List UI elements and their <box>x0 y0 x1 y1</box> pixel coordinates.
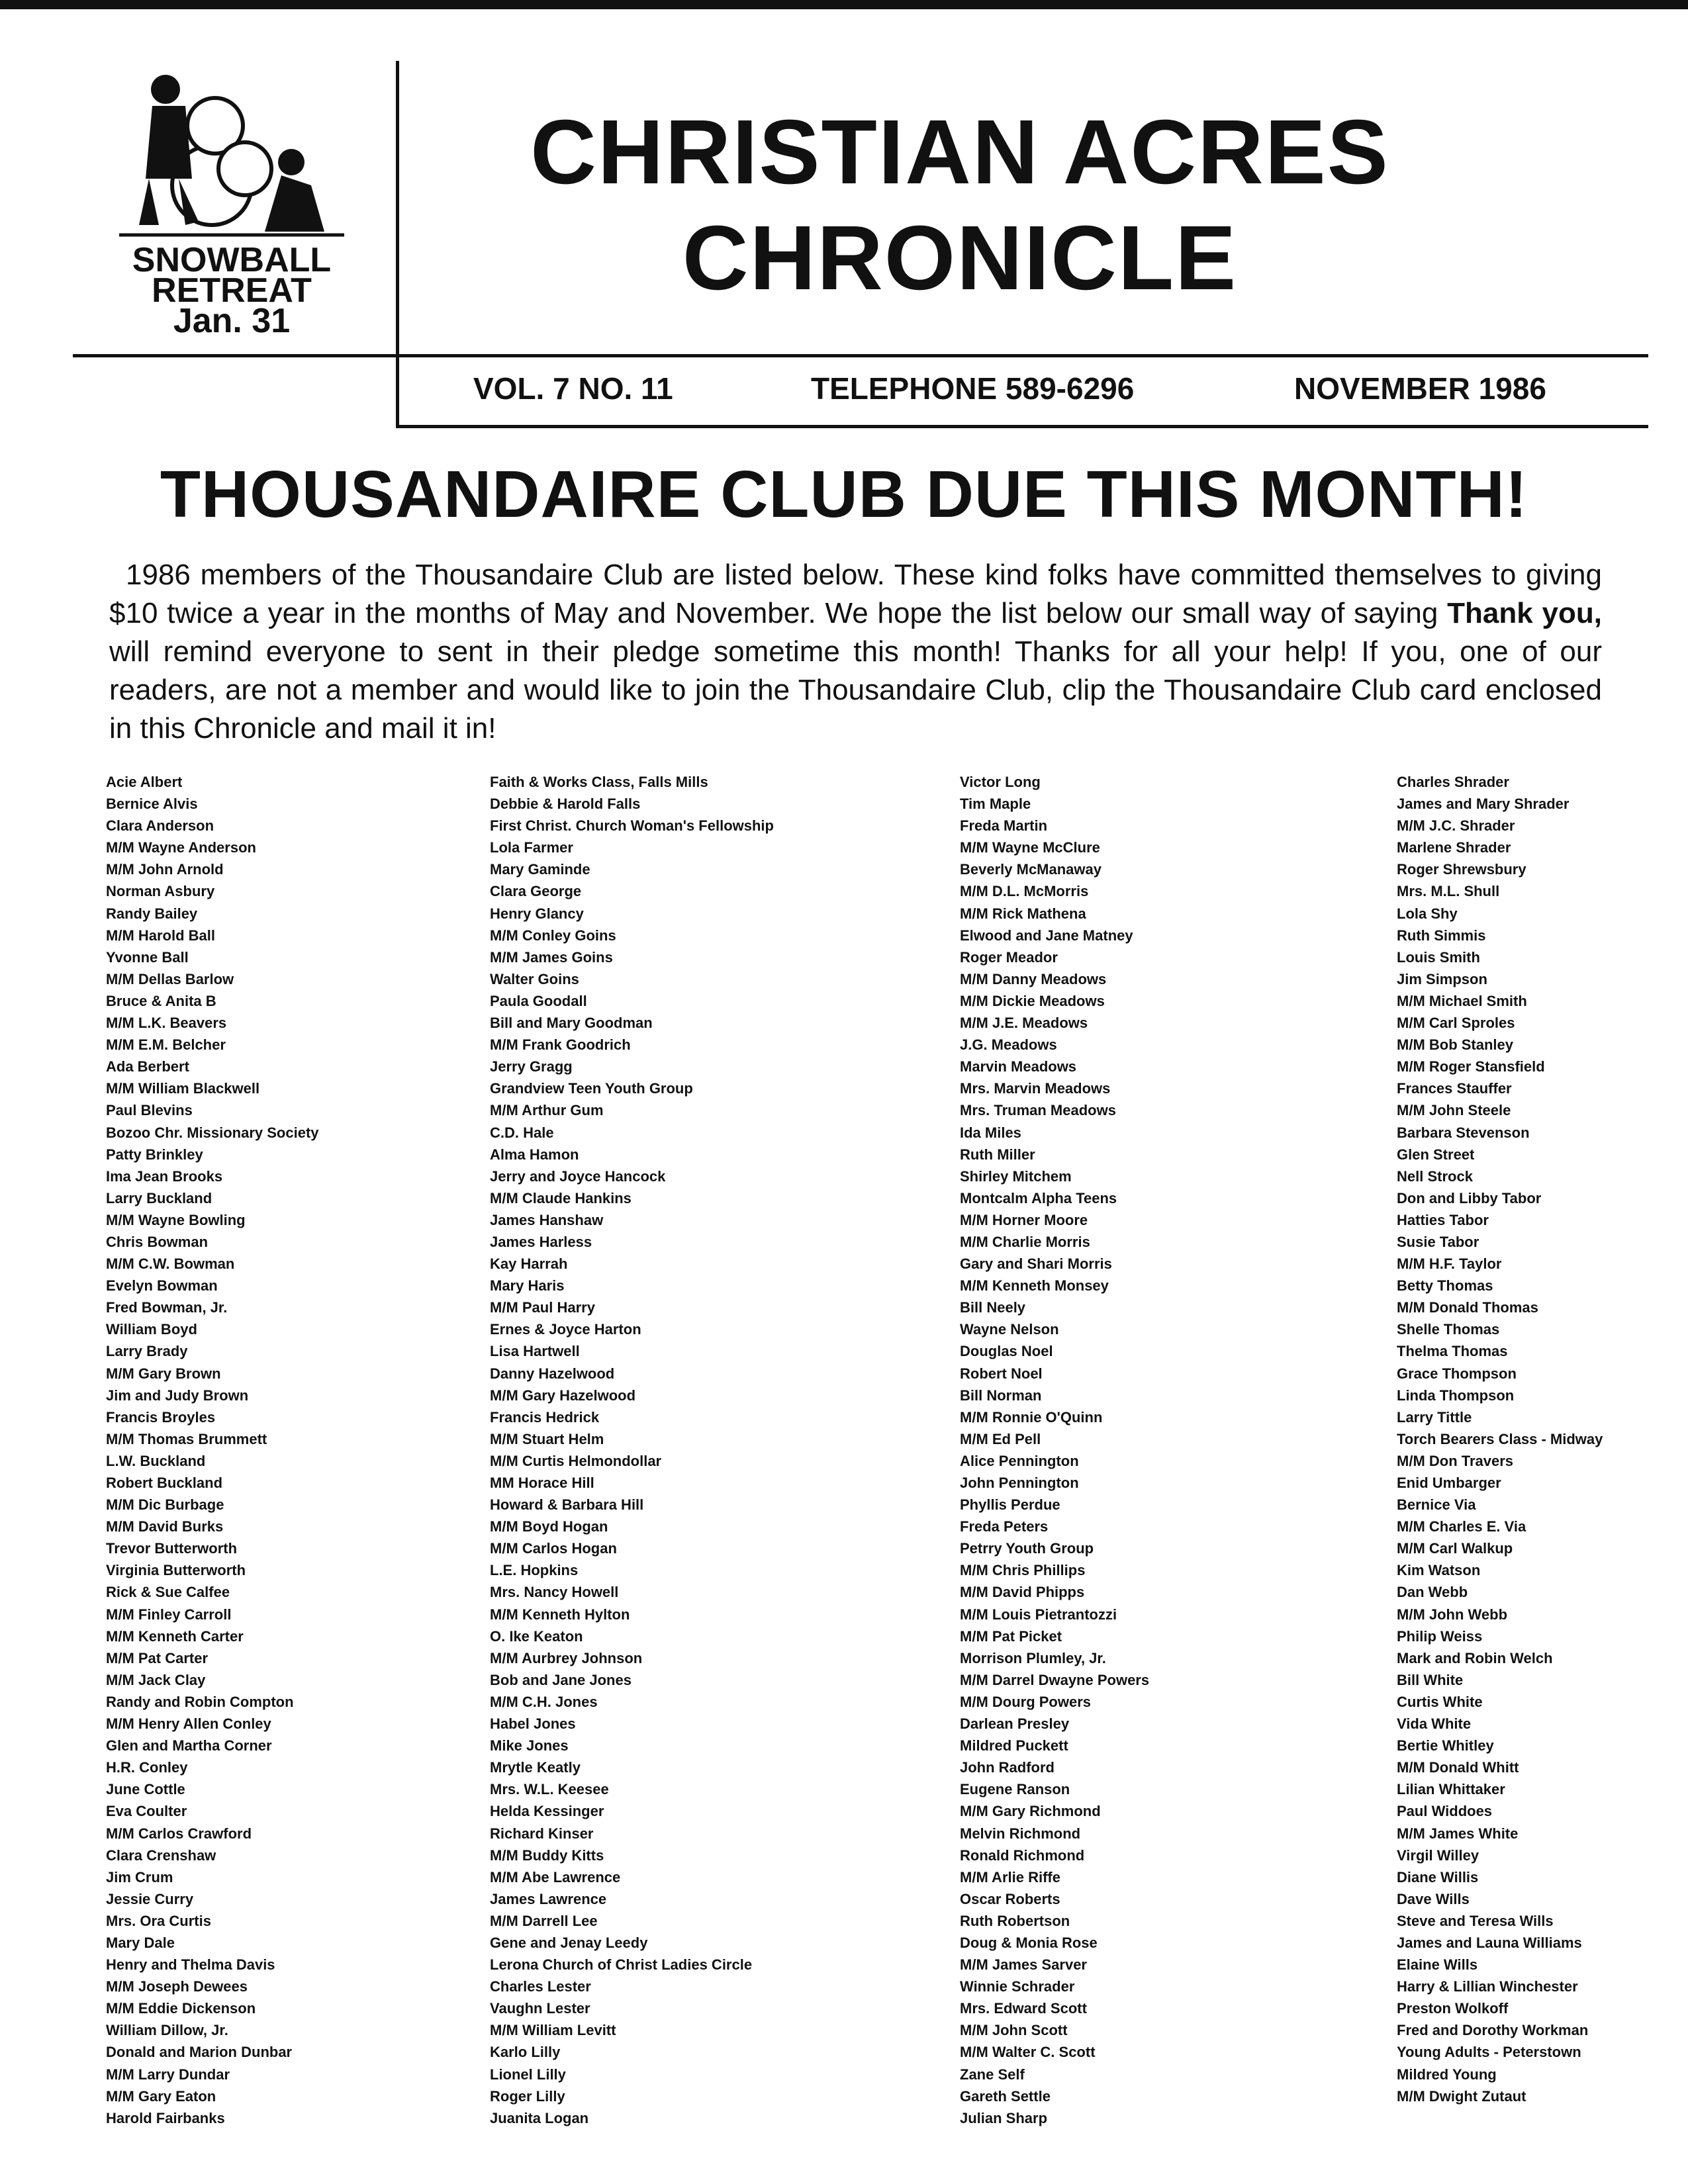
member-name: O. Ike Keaton <box>490 1627 583 1645</box>
top-border <box>0 0 1688 9</box>
member-name: Mildred Puckett <box>960 1737 1068 1754</box>
member-name: Bill Neely <box>960 1299 1026 1316</box>
member-name: Winnie Schrader <box>960 1978 1075 1995</box>
snowman-children-icon <box>113 53 351 245</box>
member-name: M/M Wayne Anderson <box>106 839 256 856</box>
member-name: M/M Gary Hazelwood <box>490 1387 636 1404</box>
member-name: M/M Dic Burbage <box>106 1496 224 1514</box>
member-name: M/M John Scott <box>960 2022 1068 2039</box>
member-name: Lerona Church of Christ Ladies Circle <box>490 1956 753 1974</box>
member-name: M/M Horner Moore <box>960 1211 1088 1228</box>
member-name: Jim and Judy Brown <box>106 1387 249 1404</box>
member-name: Karlo Lilly <box>490 2044 561 2061</box>
member-name: Enid Umbarger <box>1397 1475 1501 1491</box>
member-name: Yvonne Ball <box>106 948 189 966</box>
member-name: M/M Pat Picket <box>960 1627 1062 1645</box>
member-name: M/M Dickie Meadows <box>960 992 1105 1009</box>
member-name: Dan Webb <box>1397 1584 1468 1601</box>
member-name: M/M Abe Lawrence <box>490 1868 621 1886</box>
member-name: Curtis White <box>1397 1693 1483 1710</box>
member-name: Larry Buckland <box>106 1189 212 1206</box>
member-name: M/M Carlos Crawford <box>106 1825 252 1842</box>
member-name: M/M Claude Hankins <box>490 1189 632 1206</box>
member-name: Freda Peters <box>960 1518 1049 1535</box>
member-name: Habel Jones <box>490 1715 576 1733</box>
member-name: Jim Crum <box>106 1868 173 1886</box>
member-name: Paula Goodall <box>490 992 587 1009</box>
member-name: Glen and Martha Corner <box>106 1737 272 1754</box>
member-name: Richard Kinser <box>490 1825 594 1842</box>
member-name: Thelma Thomas <box>1397 1343 1508 1360</box>
member-name: Marvin Meadows <box>960 1058 1077 1075</box>
member-name: M/M James White <box>1397 1825 1519 1842</box>
member-name: Henry Glancy <box>490 905 584 922</box>
member-name: Clara Anderson <box>106 817 214 835</box>
member-name: L.E. Hopkins <box>490 1562 579 1579</box>
member-name: James Harless <box>490 1233 592 1250</box>
member-name: First Christ. Church Woman's Fellowship <box>490 817 774 835</box>
member-name: Francis Broyles <box>106 1408 216 1426</box>
member-name: Wayne Nelson <box>960 1321 1059 1338</box>
member-name: M/M C.W. Bowman <box>106 1255 235 1273</box>
member-name: Zane Self <box>960 2066 1025 2083</box>
member-name: Mrs. M.L. Shull <box>1397 883 1500 900</box>
member-name: M/M Bob Stanley <box>1397 1036 1514 1054</box>
member-name: Bill White <box>1397 1671 1464 1688</box>
member-name: M/M Wayne McClure <box>960 839 1100 856</box>
member-name: Mrs. Truman Meadows <box>960 1102 1116 1119</box>
member-name: Bill and Mary Goodman <box>490 1015 653 1032</box>
member-name: Lilian Whittaker <box>1397 1781 1505 1798</box>
member-name: Hatties Tabor <box>1397 1211 1489 1228</box>
member-name: Fred and Dorothy Workman <box>1397 2022 1589 2039</box>
member-name: Mary Dale <box>106 1934 175 1951</box>
member-name: M/M Aurbrey Johnson <box>490 1649 643 1666</box>
member-name: Shelle Thomas <box>1397 1321 1500 1338</box>
member-name: Kim Watson <box>1397 1562 1481 1579</box>
member-name: Paul Widdoes <box>1397 1803 1493 1820</box>
member-name: Virgil Willey <box>1397 1846 1479 1864</box>
member-name: M/M Kenneth Carter <box>106 1627 244 1645</box>
member-name: Chris Bowman <box>106 1233 209 1250</box>
member-name: James and Mary Shrader <box>1397 796 1570 813</box>
member-name: M/M Louis Pietrantozzi <box>960 1606 1117 1623</box>
member-name: Charles Lester <box>490 1978 591 1995</box>
member-name: Melvin Richmond <box>960 1825 1081 1842</box>
member-name: M/M Dwight Zutaut <box>1397 2087 1526 2105</box>
member-name: Randy and Robin Compton <box>106 1693 294 1710</box>
member-name: Harry & Lillian Winchester <box>1397 1978 1578 1995</box>
intro-text-1: 1986 members of the Thousandaire Club are listed below. These kind folks have committed themselves to giving $10 twice a year in the months of May and November. We hope the list below our small way of saying <box>109 559 1602 629</box>
member-name: Bob and Jane Jones <box>490 1671 632 1688</box>
member-name: Vaughn Lester <box>490 2000 590 2017</box>
member-name: M/M Paul Harry <box>490 1299 595 1316</box>
member-name: Darlean Presley <box>960 1715 1070 1733</box>
member-name: M/M Jack Clay <box>106 1671 206 1688</box>
member-name: Vida White <box>1397 1715 1472 1733</box>
member-name: Debbie & Harold Falls <box>490 796 641 813</box>
member-name: Bertie Whitley <box>1397 1737 1494 1754</box>
member-name: Paul Blevins <box>106 1102 193 1119</box>
member-name: Ruth Robertson <box>960 1912 1070 1929</box>
member-name: Virginia Butterworth <box>106 1562 246 1579</box>
member-name: M/M J.C. Shrader <box>1397 817 1515 835</box>
member-name: M/M Finley Carroll <box>106 1606 232 1623</box>
logo-line-2: RETREAT <box>152 271 312 310</box>
masthead-title-line-1: CHRISTIAN ACRES <box>530 101 1389 203</box>
member-name: M/M Darrell Lee <box>490 1912 598 1929</box>
member-name: Alice Pennington <box>960 1452 1079 1469</box>
member-name: M/M James Goins <box>490 948 613 966</box>
article-headline: THOUSANDAIRE CLUB DUE THIS MONTH! <box>160 457 1528 531</box>
member-name: M/M Charles E. Via <box>1397 1518 1526 1535</box>
telephone-number: TELEPHONE 589-6296 <box>811 371 1135 406</box>
member-name: John Radford <box>960 1759 1055 1776</box>
member-name: L.W. Buckland <box>106 1452 206 1469</box>
member-name: Lisa Hartwell <box>490 1343 580 1360</box>
member-name: Kay Harrah <box>490 1255 568 1273</box>
member-name: John Pennington <box>960 1475 1079 1491</box>
member-name: J.G. Meadows <box>960 1036 1057 1054</box>
member-name: Francis Hedrick <box>490 1408 600 1426</box>
member-name: M/M William Levitt <box>490 2022 616 2039</box>
member-name: Marlene Shrader <box>1397 839 1511 856</box>
member-name: Elaine Wills <box>1397 1956 1478 1974</box>
member-name: Ima Jean Brooks <box>106 1167 223 1185</box>
member-name: Grace Thompson <box>1397 1365 1517 1382</box>
member-name: M/M J.E. Meadows <box>960 1015 1088 1032</box>
member-name: Mildred Young <box>1397 2066 1497 2083</box>
member-name: Philip Weiss <box>1397 1627 1483 1645</box>
member-name: Gary and Shari Morris <box>960 1255 1112 1273</box>
member-name: M/M Gary Brown <box>106 1365 221 1382</box>
member-name: Lionel Lilly <box>490 2066 566 2083</box>
member-name: Charles Shrader <box>1397 774 1509 790</box>
member-name: Evelyn Bowman <box>106 1277 218 1295</box>
member-name: Louis Smith <box>1397 948 1480 966</box>
logo-line-3: Jan. 31 <box>173 302 291 340</box>
member-name: M/M Donald Whitt <box>1397 1759 1519 1776</box>
member-name: Betty Thomas <box>1397 1277 1493 1295</box>
member-name: M/M Gary Richmond <box>960 1803 1101 1820</box>
member-list-column-4 <box>1397 771 1603 2107</box>
member-name: Ruth Miller <box>960 1146 1035 1163</box>
member-name: Clara George <box>490 883 582 900</box>
member-name: M/M Dourg Powers <box>960 1693 1092 1710</box>
member-name: Don and Libby Tabor <box>1397 1189 1542 1206</box>
member-name: Tim Maple <box>960 796 1031 813</box>
member-name: M/M Harold Ball <box>106 927 216 944</box>
member-name: Ronald Richmond <box>960 1846 1085 1864</box>
member-name: Mrs. Ora Curtis <box>106 1912 211 1929</box>
intro-text-2: will remind everyone to sent in their pledge sometime this month! Thanks for all your help! If you, one of our readers, are not a member and would like to join the Thousandaire Club, clip the Thousandaire Club card enclosed in this Chronicle and mail it in! <box>109 635 1602 745</box>
member-name: Beverly McManaway <box>960 861 1102 878</box>
member-name: Jim Simpson <box>1397 970 1487 987</box>
member-name: M/M Danny Meadows <box>960 970 1107 987</box>
issue-date: NOVEMBER 1986 <box>1294 371 1546 406</box>
member-name: Freda Martin <box>960 817 1048 835</box>
member-name: Ernes & Joyce Harton <box>490 1321 641 1338</box>
member-name: Trevor Butterworth <box>106 1540 238 1557</box>
member-name: M/M Roger Stansfield <box>1397 1058 1545 1075</box>
member-name: M/M Don Travers <box>1397 1452 1514 1469</box>
member-name: Julian Sharp <box>960 2109 1048 2126</box>
member-name: M/M Arlie Riffe <box>960 1868 1060 1886</box>
member-name: MM Horace Hill <box>490 1475 594 1491</box>
member-name: M/M Ronnie O'Quinn <box>960 1408 1103 1426</box>
member-name: Walter Goins <box>490 970 579 987</box>
member-name: James and Launa Williams <box>1397 1934 1582 1951</box>
member-name: Eugene Ranson <box>960 1781 1070 1798</box>
member-name: Mrs. Nancy Howell <box>490 1584 619 1601</box>
member-name: Doug & Monia Rose <box>960 1934 1098 1951</box>
member-name: Preston Wolkoff <box>1397 2000 1509 2017</box>
member-name: James Lawrence <box>490 1890 607 1907</box>
member-name: M/M Stuart Helm <box>490 1430 604 1447</box>
member-name: Glen Street <box>1397 1146 1475 1163</box>
member-name: Oscar Roberts <box>960 1890 1060 1907</box>
member-name: M/M Pat Carter <box>106 1649 209 1666</box>
member-name: Danny Hazelwood <box>490 1365 615 1382</box>
member-name: Linda Thompson <box>1397 1387 1515 1404</box>
masthead-title-line-2: CHRONICLE <box>682 207 1238 309</box>
member-name: Nell Strock <box>1397 1167 1473 1185</box>
member-name: Victor Long <box>960 774 1041 790</box>
member-name: C.D. Hale <box>490 1124 554 1141</box>
member-name: Bill Norman <box>960 1387 1042 1404</box>
member-name: Mrs. Marvin Meadows <box>960 1080 1111 1097</box>
member-name: M/M Charlie Morris <box>960 1233 1090 1250</box>
member-name: Shirley Mitchem <box>960 1167 1072 1185</box>
logo-line-1: SNOWBALL <box>132 241 332 279</box>
member-name: Mrytle Keatly <box>490 1759 581 1776</box>
member-name: Jerry and Joyce Hancock <box>490 1167 666 1185</box>
member-name: Patty Brinkley <box>106 1146 203 1163</box>
member-name: M/M Carl Sproles <box>1397 1015 1515 1032</box>
member-name: Douglas Noel <box>960 1343 1053 1360</box>
member-name: Acie Albert <box>106 774 183 790</box>
member-name: Jerry Gragg <box>490 1058 573 1075</box>
member-name: William Boyd <box>106 1321 197 1338</box>
member-name: M/M Joseph Dewees <box>106 1978 248 1995</box>
member-name: M/M Frank Goodrich <box>490 1036 631 1054</box>
member-name: Bernice Alvis <box>106 796 198 813</box>
member-name: M/M H.F. Taylor <box>1397 1255 1502 1273</box>
member-list-column-3 <box>960 771 1149 2129</box>
member-name: Larry Tittle <box>1397 1408 1472 1426</box>
member-name: M/M Eddie Dickenson <box>106 2000 256 2017</box>
member-name: M/M Larry Dundar <box>106 2066 230 2083</box>
member-name: Elwood and Jane Matney <box>960 927 1133 944</box>
member-name: M/M Ed Pell <box>960 1430 1041 1447</box>
member-name: Morrison Plumley, Jr. <box>960 1649 1106 1666</box>
member-name: M/M L.K. Beavers <box>106 1015 227 1032</box>
member-name: M/M Buddy Kitts <box>490 1846 604 1864</box>
member-name: Roger Lilly <box>490 2087 565 2105</box>
member-name: M/M Boyd Hogan <box>490 1518 608 1535</box>
member-name: William Dillow, Jr. <box>106 2022 228 2039</box>
member-name: Mrs. Edward Scott <box>960 2000 1087 2017</box>
article-intro <box>109 556 1602 748</box>
member-name: M/M D.L. McMorris <box>960 883 1089 900</box>
member-name: Rick & Sue Calfee <box>106 1584 230 1601</box>
member-name: Grandview Teen Youth Group <box>490 1080 693 1097</box>
member-name: M/M Wayne Bowling <box>106 1211 246 1228</box>
member-name: M/M Michael Smith <box>1397 992 1527 1009</box>
member-name: Clara Crenshaw <box>106 1846 216 1864</box>
member-name: Henry and Thelma Davis <box>106 1956 275 1974</box>
member-name: M/M Henry Allen Conley <box>106 1715 271 1733</box>
member-name: M/M Thomas Brummett <box>106 1430 267 1447</box>
member-name: Bernice Via <box>1397 1496 1476 1514</box>
member-name: M/M Gary Eaton <box>106 2087 216 2105</box>
member-list-column-2 <box>490 771 774 2129</box>
member-name: M/M Kenneth Hylton <box>490 1606 630 1623</box>
member-name: M/M John Arnold <box>106 861 224 878</box>
member-name: M/M Rick Mathena <box>960 905 1086 922</box>
masthead-rule-top <box>73 354 1648 357</box>
member-name: Barbara Stevenson <box>1397 1124 1530 1141</box>
member-name: Lola Farmer <box>490 839 573 856</box>
member-name: M/M Arthur Gum <box>490 1102 604 1119</box>
member-name: James Hanshaw <box>490 1211 604 1228</box>
member-name: M/M Kenneth Monsey <box>960 1277 1109 1295</box>
member-name: Norman Asbury <box>106 883 215 900</box>
intro-text-bold: Thank you, <box>1447 597 1602 629</box>
member-name: M/M Dellas Barlow <box>106 970 234 987</box>
member-name: M/M C.H. Jones <box>490 1693 598 1710</box>
masthead-rule-bottom <box>396 425 1648 428</box>
member-name: Ruth Simmis <box>1397 927 1486 944</box>
member-name: Donald and Marion Dunbar <box>106 2044 293 2061</box>
member-name: M/M James Sarver <box>960 1956 1087 1974</box>
member-list-column-1 <box>106 771 319 2129</box>
masthead-title <box>397 99 1523 311</box>
member-name: M/M Walter C. Scott <box>960 2044 1096 2061</box>
member-name: M/M Darrel Dwayne Powers <box>960 1671 1150 1688</box>
member-name: Robert Noel <box>960 1365 1043 1382</box>
member-name: Mary Gaminde <box>490 861 590 878</box>
member-name: June Cottle <box>106 1781 185 1798</box>
member-name: Phyllis Perdue <box>960 1496 1060 1514</box>
member-name: Mrs. W.L. Keesee <box>490 1781 609 1798</box>
member-name: Bruce & Anita B <box>106 992 216 1009</box>
member-name: M/M Curtis Helmondollar <box>490 1452 662 1469</box>
member-name: M/M David Burks <box>106 1518 224 1535</box>
member-name: Bozoo Chr. Missionary Society <box>106 1124 319 1141</box>
member-name: Diane Willis <box>1397 1868 1479 1886</box>
member-name: Roger Shrewsbury <box>1397 861 1526 878</box>
member-name: M/M Conley Goins <box>490 927 616 944</box>
member-name: M/M Donald Thomas <box>1397 1299 1538 1316</box>
member-name: Mark and Robin Welch <box>1397 1649 1553 1666</box>
member-name: Steve and Teresa Wills <box>1397 1912 1554 1929</box>
member-name: Petrry Youth Group <box>960 1540 1094 1557</box>
volume-number: VOL. 7 NO. 11 <box>473 371 673 406</box>
member-name: Howard & Barbara Hill <box>490 1496 644 1514</box>
member-name: Fred Bowman, Jr. <box>106 1299 228 1316</box>
member-name: Faith & Works Class, Falls Mills <box>490 774 708 790</box>
member-name: Roger Meador <box>960 948 1058 966</box>
member-name: Susie Tabor <box>1397 1233 1479 1250</box>
member-name: M/M David Phipps <box>960 1584 1085 1601</box>
member-name: Helda Kessinger <box>490 1803 604 1820</box>
member-name: M/M William Blackwell <box>106 1080 260 1097</box>
member-name: Lola Shy <box>1397 905 1458 922</box>
member-name: M/M John Steele <box>1397 1102 1511 1119</box>
member-name: Robert Buckland <box>106 1475 223 1491</box>
member-name: Juanita Logan <box>490 2109 589 2126</box>
member-name: Frances Stauffer <box>1397 1080 1512 1097</box>
member-name: H.R. Conley <box>106 1759 188 1776</box>
member-name: Dave Wills <box>1397 1890 1470 1907</box>
member-name: Torch Bearers Class - Midway <box>1397 1430 1603 1447</box>
member-name: Alma Hamon <box>490 1146 579 1163</box>
member-name: Larry Brady <box>106 1343 188 1360</box>
member-name: Montcalm Alpha Teens <box>960 1189 1117 1206</box>
member-name: M/M Carl Walkup <box>1397 1540 1513 1557</box>
member-name: M/M Chris Phillips <box>960 1562 1086 1579</box>
member-name: M/M E.M. Belcher <box>106 1036 226 1054</box>
member-name: Gareth Settle <box>960 2087 1051 2105</box>
snowball-retreat-logo <box>99 53 364 340</box>
member-name: Eva Coulter <box>106 1803 187 1820</box>
member-name: Mary Haris <box>490 1277 565 1295</box>
member-name: Mike Jones <box>490 1737 569 1754</box>
member-name: Ida Miles <box>960 1124 1021 1141</box>
member-name: Harold Fairbanks <box>106 2109 225 2126</box>
member-name: Ada Berbert <box>106 1058 189 1075</box>
member-name: Young Adults - Peterstown <box>1397 2044 1581 2061</box>
member-name: Gene and Jenay Leedy <box>490 1934 648 1951</box>
member-name: M/M John Webb <box>1397 1606 1508 1623</box>
member-name: Jessie Curry <box>106 1890 194 1907</box>
member-name: M/M Carlos Hogan <box>490 1540 617 1557</box>
member-name: Randy Bailey <box>106 905 198 922</box>
